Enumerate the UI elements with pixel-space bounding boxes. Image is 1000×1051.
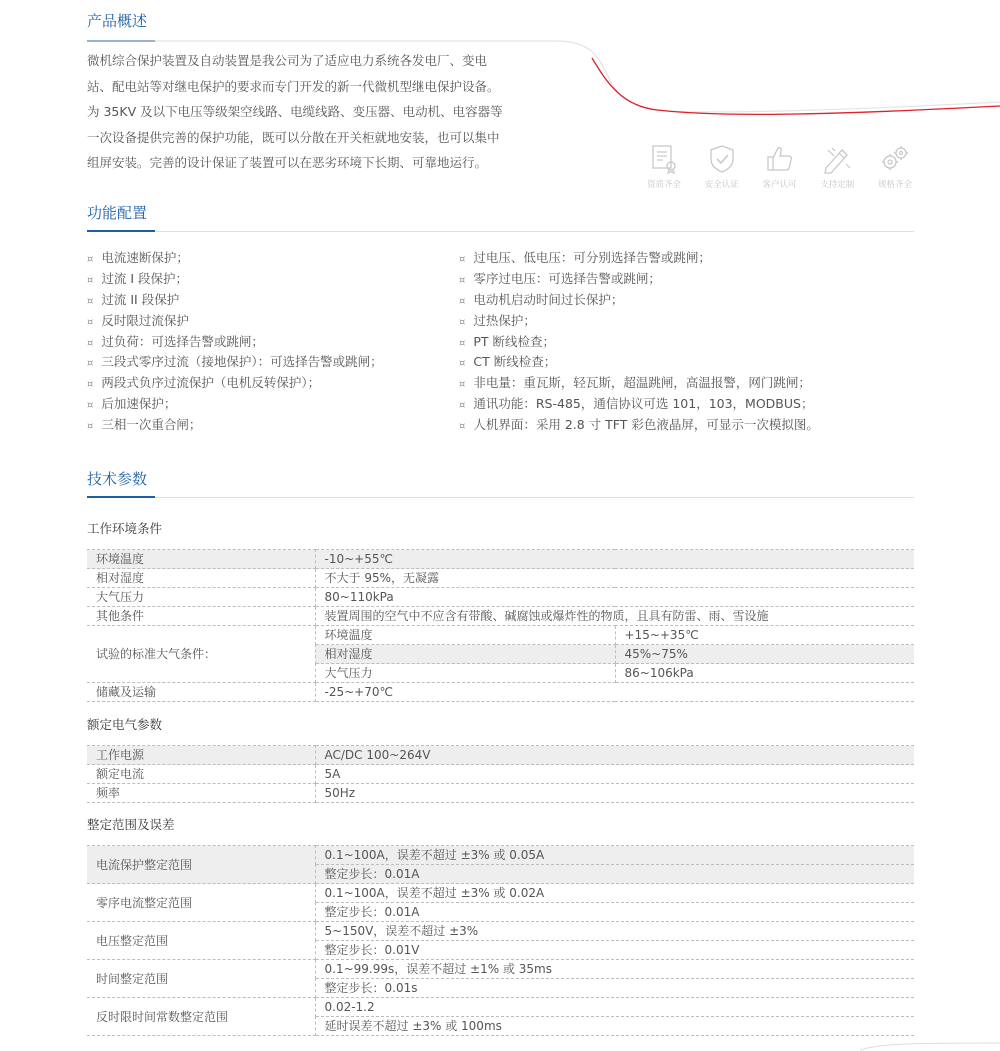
list-item: ¤ 两段式负序过流保护（电机反转保护）；	[87, 375, 321, 391]
list-item: ¤ 零序过电压：可选择告警或跳闸；	[459, 270, 661, 286]
pencil-ruler-icon	[820, 144, 854, 174]
table-row	[87, 998, 914, 1017]
sub-value: +15~+35℃	[615, 626, 914, 645]
functions-list-right	[459, 248, 819, 436]
setting-table	[87, 845, 914, 1036]
list-item: ¤ 过流 II 段保护	[87, 291, 180, 307]
table-row	[87, 746, 914, 765]
list-item: ¤ 三段式零序过流（接地保护）：可选择告警或跳闸；	[87, 354, 383, 370]
row-label: 零序电流整定范围	[87, 884, 315, 922]
table-row	[87, 765, 914, 784]
rated-heading: 额定电气参数	[87, 717, 163, 732]
row-value: 装置周围的空气中不应含有带酸、碱腐蚀或爆炸性的物质，且具有防雷、雨、雪设施	[315, 607, 914, 626]
row-label: 反时限时间常数整定范围	[87, 998, 315, 1036]
decorative-corner-line	[860, 1040, 1000, 1051]
list-item: ¤ 电动机启动时间过长保护；	[459, 291, 624, 307]
shield-check-icon	[705, 144, 739, 174]
sub-label: 大气压力	[315, 664, 615, 683]
list-item: ¤ 电流速断保护；	[87, 250, 189, 265]
row-label: 储藏及运输	[87, 683, 315, 702]
functions-title-rule	[87, 231, 914, 232]
list-item: ¤ 过流 I 段保护；	[87, 270, 189, 286]
sub-label: 相对湿度	[315, 645, 615, 664]
tech-title-accent	[87, 496, 155, 498]
table-row	[87, 960, 914, 979]
row-label: 时间整定范围	[87, 960, 315, 998]
sub-value: 45%~75%	[615, 645, 914, 664]
env-heading: 工作环境条件	[87, 521, 163, 536]
list-item: ¤ 反时限过流保护	[87, 312, 189, 328]
overview-text	[87, 48, 527, 176]
list-item: ¤ 非电量：重瓦斯，轻瓦斯，超温跳闸，高温报警，网门跳闸；	[459, 375, 811, 391]
list-item: ¤ 过电压、低电压：可分别选择告警或跳闸；	[459, 250, 711, 265]
row-label: 频率	[87, 784, 315, 803]
table-row	[87, 683, 914, 702]
table-row	[87, 588, 914, 607]
row-label: 大气压力	[87, 588, 315, 607]
row-value: 5~150V，误差不超过 ±3%	[315, 922, 914, 941]
row-value: 0.1~99.99s，误差不超过 ±1% 或 35ms	[315, 960, 914, 979]
functions-title: 功能配置	[87, 204, 148, 222]
table-row	[87, 607, 914, 626]
rated-table	[87, 745, 914, 803]
list-item: ¤ PT 断线检查；	[459, 333, 556, 349]
table-row	[87, 846, 914, 865]
row-step: 整定步长：0.01V	[315, 941, 914, 960]
badge-custom	[810, 144, 864, 194]
list-item: ¤ 过热保护；	[459, 312, 536, 328]
row-value: -25~+70℃	[315, 683, 914, 702]
badge-label: 资质齐全	[646, 180, 681, 190]
row-value: 不大于 95%，无凝露	[315, 569, 914, 588]
list-item: ¤ 三相一次重合闸；	[87, 417, 202, 433]
badge-customer	[753, 144, 807, 194]
tech-title-rule	[87, 497, 914, 498]
row-value: -10~+55℃	[315, 550, 914, 569]
list-item: ¤ 人机界面：采用 2.8 寸 TFT 彩色液晶屏，可显示一次模拟图。	[459, 417, 819, 433]
row-label: 环境温度	[87, 550, 315, 569]
list-item: ¤ 通讯功能：RS-485，通信协议可选 101，103，MODBUS；	[459, 396, 814, 412]
badge-label: 规格齐全	[877, 180, 912, 190]
overview-line: 组屏安装。完善的设计保证了装置可以在恶劣环境下长期、可靠地运行。	[87, 155, 488, 170]
row-value: 0.1~100A，误差不超过 ±3% 或 0.05A	[315, 846, 914, 865]
table-row	[87, 569, 914, 588]
functions-title-accent	[87, 230, 155, 232]
sub-label: 环境温度	[315, 626, 615, 645]
thumbs-up-icon	[763, 144, 797, 174]
row-value: 50Hz	[315, 784, 914, 803]
row-value: AC/DC 100~264V	[315, 746, 914, 765]
row-label: 工作电源	[87, 746, 315, 765]
badge-qualification	[637, 144, 691, 194]
badge-label: 客户认可	[762, 180, 797, 190]
overview-title: 产品概述	[87, 12, 148, 30]
list-item: ¤ CT 断线检查；	[459, 354, 557, 370]
functions-list-left	[87, 248, 383, 436]
table-row	[87, 884, 914, 903]
certificate-icon	[647, 144, 681, 174]
tech-title: 技术参数	[87, 470, 148, 488]
row-step: 整定步长：0.01A	[315, 903, 914, 922]
table-row	[87, 784, 914, 803]
table-row	[87, 922, 914, 941]
overview-line: 一次设备提供完善的保护功能，既可以分散在开关柜就地安装，也可以集中	[87, 129, 500, 145]
row-value: 0.02-1.2	[315, 998, 914, 1017]
row-label: 试验的标准大气条件：	[87, 626, 315, 683]
row-step: 整定步长：0.01s	[315, 979, 914, 998]
badge-spec	[868, 144, 922, 194]
env-table	[87, 549, 914, 702]
row-value: 5A	[315, 765, 914, 784]
feature-badges	[637, 144, 922, 194]
row-step: 整定步长：0.01A	[315, 865, 914, 884]
row-label: 电流保护整定范围	[87, 846, 315, 884]
row-step: 延时误差不超过 ±3% 或 100ms	[315, 1017, 914, 1036]
list-item: ¤ 后加速保护；	[87, 396, 177, 412]
overview-line: 站、配电站等对继电保护的要求而专门开发的新一代微机型继电保护设备。	[87, 78, 500, 94]
row-label: 相对湿度	[87, 569, 315, 588]
badge-label: 安全认证	[704, 180, 739, 190]
row-label: 其他条件	[87, 607, 315, 626]
gears-icon	[878, 144, 912, 174]
row-value: 0.1~100A，误差不超过 ±3% 或 0.02A	[315, 884, 914, 903]
badge-label: 支持定制	[820, 180, 855, 190]
row-label: 电压整定范围	[87, 922, 315, 960]
sub-value: 86~106kPa	[615, 664, 914, 683]
table-row	[87, 626, 914, 645]
overview-line: 微机综合保护装置及自动装置是我公司为了适应电力系统各发电厂、变电	[87, 53, 488, 68]
overview-line: 为 35KV 及以下电压等级架空线路、电缆线路、变压器、电动机、电容器等	[87, 104, 503, 119]
row-label: 额定电流	[87, 765, 315, 784]
row-value: 80~110kPa	[315, 588, 914, 607]
badge-safety	[695, 144, 749, 194]
list-item: ¤ 过负荷：可选择告警或跳闸；	[87, 333, 264, 349]
setting-heading: 整定范围及误差	[87, 817, 175, 832]
table-row	[87, 550, 914, 569]
